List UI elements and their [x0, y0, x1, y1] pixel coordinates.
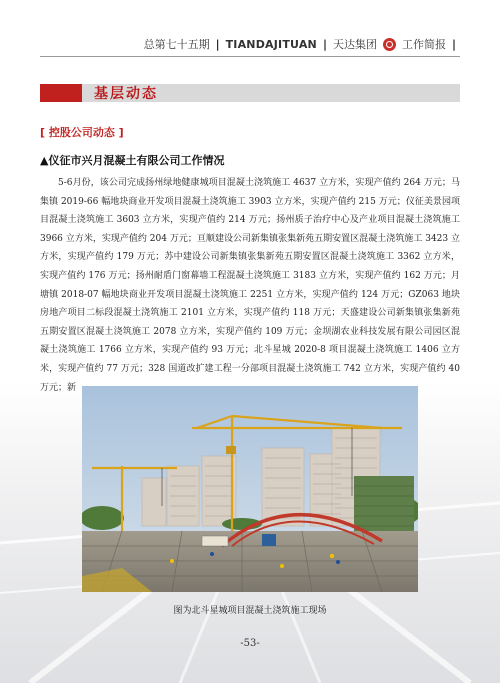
photo-caption: 图为北斗星城项目混凝土浇筑施工现场: [173, 606, 327, 616]
header-divider: [40, 56, 460, 57]
company-logo-icon: [383, 38, 396, 51]
header-separator: |: [215, 37, 220, 51]
page-header: [144, 34, 456, 54]
page-number: -53-: [240, 638, 260, 649]
construction-site-photo: [82, 386, 418, 592]
section-banner: [40, 84, 460, 102]
brand-chinese: 天达集团: [332, 38, 377, 51]
section-title: 基层动态: [94, 86, 158, 102]
issue-number: 总第七十五期: [143, 38, 210, 51]
header-separator: |: [322, 37, 327, 51]
header-separator: |: [451, 37, 456, 51]
publication-name: 工作简报: [401, 38, 446, 51]
construction-scene-graphic: [82, 386, 418, 592]
article-title: ▲仪征市兴月混凝土有限公司工作情况: [40, 154, 225, 167]
article-body: 5-6月份，该公司完成扬州绿地健康城项目混凝土浇筑施工 4637 立方米，实现产值约 264 万元；马集镇 2019-66 幅地块商业开发项目混凝土浇筑施工 3903 立方米，实现产值约 215 万元；仪征美景园项目混凝土浇筑施工 3603 立方米，实现产值约 214 万元；扬州质子治疗中心及产业项目混凝土浇筑施工 3966 立方米，实现产值约 204 万元；亘顺建设公司新集镇张集新苑五期安置区混凝土浇筑施工 3423 立方米，实现产值约 179 万元；苏中建设公司新集镇张集新苑五期安置区混凝土浇筑施工 3362 立方米，实现产值约 176 万元；扬州耐盾门窗幕墙工程混凝土浇筑施工 3183 立方米，实现产值约 162 万元；月塘镇 2018-07 幅地块商业开发项目混凝土浇筑施工 2251 立方米，实现产值约 124 万元；GZ063 地块房地产项目二标段混凝土浇筑施工 2101 立方米，实现产值约 118 万元；天盛建设公司新集镇张集新苑五期安置区混凝土浇筑施工 2078 立方米，实现产值约 109 万元；金坝湖农业科技发展有限公司园区混凝土浇筑施工 1766 立方米，实现产值约 93 万元；北斗星城 2020-8 项目混凝土浇筑施工 1406 立方米，实现产值约 77 万元；328 国道改扩建工程一分部项目混凝土浇筑施工 742 立方米，实现产值约 40 万元；新: [40, 178, 460, 393]
brand-english: TIANDAJITUAN: [225, 37, 317, 51]
subsection-tag: [ 控股公司动态 ]: [40, 126, 124, 139]
